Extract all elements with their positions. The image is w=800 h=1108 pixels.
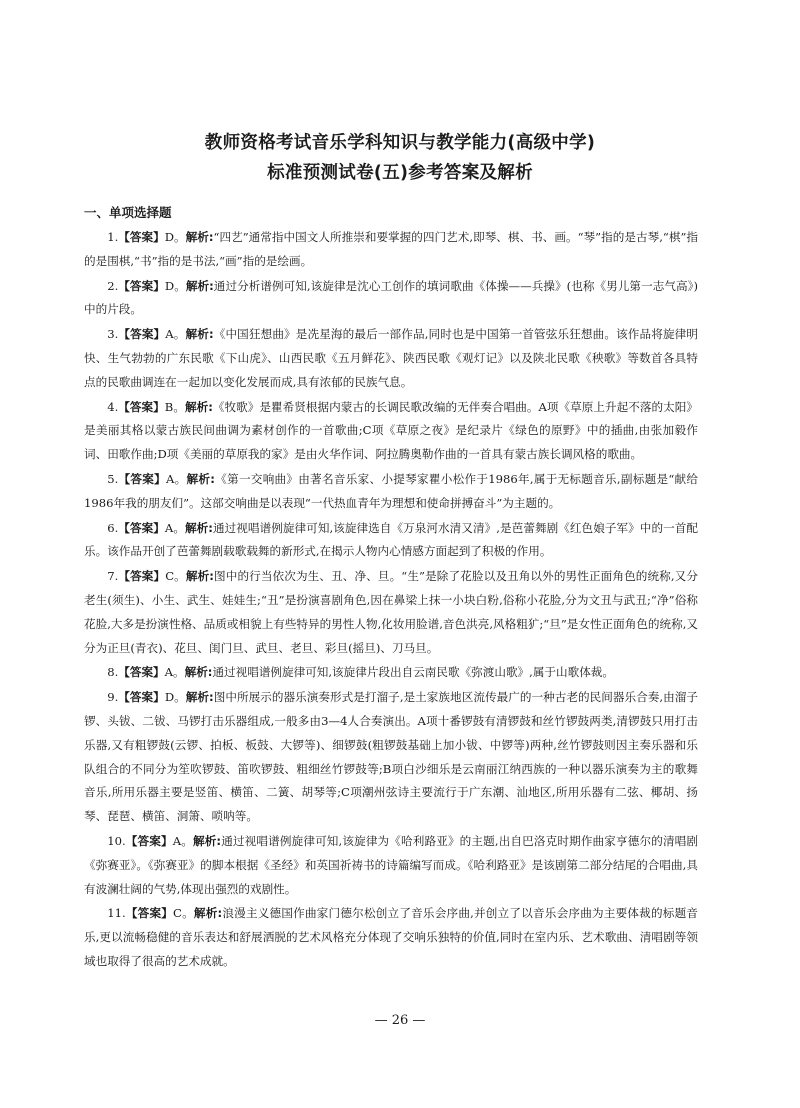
question-number: 5.: [107, 471, 119, 486]
analysis-tag: 解析:: [185, 327, 214, 342]
answer-list: [84, 226, 698, 975]
answer-item: [84, 396, 698, 468]
answer-choice: A。: [164, 520, 185, 535]
analysis-tag: 解析:: [184, 520, 213, 535]
analysis-tag: 解析:: [186, 471, 215, 486]
analysis-tag: 解析:: [192, 833, 222, 848]
document-subtitle: 标准预测试卷(五)参考答案及解析: [267, 163, 533, 183]
answer-item: [84, 686, 698, 830]
page-number: — 26 —: [374, 1013, 426, 1028]
analysis-tag: 解析:: [185, 690, 214, 705]
answer-tag: 【答案】: [118, 690, 165, 705]
answer-item: [84, 830, 698, 902]
question-number: 1.: [107, 230, 119, 244]
analysis-text: 图中所展示的器乐演奏形式是打溜子,是土家族地区流传最广的一种古老的民间器乐合奏,由溜子锣、头钹、二钹、马锣打击乐器组成,一般多由3—4人合奏演出。A项十番锣鼓有清锣鼓和丝竹锣鼓两类,清锣鼓只用打击乐器,又有粗锣鼓(云锣、拍板、板鼓、大锣等)、细锣鼓(粗锣鼓基础上加小钹、中锣等)两种,丝竹锣鼓则因主奏乐器和乐队组合的不同分为笙吹锣鼓、笛吹锣鼓、粗细丝竹锣鼓等;B项白沙细乐是云南丽江纳西族的一种以器乐演奏为主的歌舞音乐,所用乐器主要是竖笛、横笛、二簧、胡琴等;C项潮州弦诗主要流行于广东潮、汕地区,所用乐器有二弦、椰胡、扬琴、琵琶、横笛、洞箫、唢呐等。: [84, 690, 698, 824]
analysis-text: 《中国狂想曲》是冼星海的最后一部作品,同时也是中国第一首管弦乐狂想曲。该作品将旋律明快、生气勃勃的广东民歌《下山虎》、山西民歌《五月鲜花》、陕西民歌《观灯记》以及陕北民歌《秧歌》等数首各具特点的民歌曲调连在一起加以变化发展而成,具有浓郁的民族气息。: [84, 327, 698, 389]
answer-item: [84, 226, 698, 275]
answer-choice: A。: [164, 665, 185, 680]
answer-tag: 【答案】: [118, 327, 166, 342]
analysis-text: 通过视唱谱例旋律可知,该旋律选自《万泉河水清又清》,是芭蕾舞剧《红色娘子军》中的一首配乐。该作品开创了芭蕾舞剧载歌载舞的新形式,在揭示人物内心情感方面起到了积极的作用。: [84, 520, 698, 559]
question-number: 8.: [107, 665, 119, 680]
answer-choice: C。: [165, 569, 186, 584]
analysis-tag: 解析:: [185, 569, 214, 584]
document-title: 教师资格考试音乐学科知识与教学能力(高级中学): [204, 133, 596, 153]
analysis-text: 通过视唱谱例旋律可知,该旋律为《哈利路亚》的主题,出自巴洛克时期作曲家亨德尔的清唱剧《弥赛亚》。《弥赛亚》的脚本根据《圣经》和英国祈祷书的诗篇编写而成。《哈利路亚》是该剧第二部分结尾的合唱曲,具有波澜壮阔的气势,体现出强烈的戏剧性。: [84, 833, 699, 896]
answer-item: [84, 565, 698, 661]
answer-choice: D。: [164, 278, 186, 293]
question-number: 7.: [107, 569, 119, 584]
answer-tag: 【答案】: [125, 833, 173, 848]
content-body: [84, 202, 698, 975]
answer-choice: A。: [172, 833, 193, 848]
analysis-text: 《第一交响曲》由著名音乐家、小提琴家瞿小松作于1986年,属于无标题音乐,副标题是“献给1986年我的朋友们”。这部交响曲是以表现“一代热血青年为理想和使命拼搏奋斗”为主题的。: [84, 471, 699, 510]
analysis-text: 浪漫主义德国作曲家门德尔松创立了音乐会序曲,并创立了以音乐会序曲为主要体裁的标题音乐,更以流畅稳健的音乐表达和舒展洒脱的艺术风格充分体现了交响乐独特的价值,同时在室内乐、艺术歌曲、清唱剧等领域也取得了很高的艺术成就。: [84, 906, 698, 968]
answer-choice: B。: [164, 399, 185, 414]
question-number: 6.: [107, 520, 119, 535]
analysis-tag: 解析:: [193, 906, 223, 921]
answer-item: [84, 275, 698, 324]
answer-choice: C。: [173, 906, 194, 921]
analysis-text: 图中的行当依次为生、丑、净、旦。“生”是除了花脸以及丑角以外的男性正面角色的统称,又分老生(须生)、小生、武生、娃娃生;“丑”是扮演喜剧角色,因在鼻梁上抹一小块白粉,俗称小花脸,分为文丑与武丑;“净”俗称花脸,大多是扮演性格、品质或相貌上有些特异的男性人物,化妆用脸谱,音色洪亮,风格粗犷;“旦”是女性正面角色的统称,又分为正旦(青衣)、花旦、闺门旦、武旦、老旦、彩旦(摇旦)、刀马旦。: [84, 569, 698, 655]
answer-item: [84, 517, 698, 566]
question-number: 2.: [107, 278, 119, 293]
answer-item: [84, 468, 698, 517]
answer-choice: D。: [164, 230, 186, 244]
question-number: 10.: [107, 833, 126, 848]
title-block: [0, 128, 800, 188]
answer-choice: D。: [164, 690, 186, 705]
analysis-text: 通过视唱谱例旋律可知,该旋律片段出自云南民歌《弥渡山歌》,属于山歌体裁。: [212, 665, 614, 680]
analysis-tag: 解析:: [184, 399, 213, 414]
analysis-tag: 解析:: [185, 278, 214, 293]
analysis-tag: 解析:: [185, 230, 214, 244]
answer-choice: A。: [165, 327, 186, 342]
answer-item: [84, 902, 698, 974]
answer-tag: 【答案】: [118, 278, 165, 293]
analysis-tag: 解析:: [184, 665, 213, 680]
answer-tag: 【答案】: [118, 665, 165, 680]
answer-choice: A。: [166, 471, 187, 486]
answer-tag: 【答案】: [118, 399, 165, 414]
answer-tag: 【答案】: [118, 520, 165, 535]
analysis-text: “四艺”通常指中国文人所推崇和要掌握的四门艺术,即琴、棋、书、画。“琴”指的是古琴,“棋”指的是围棋,“书”指的是书法,“画”指的是绘画。: [84, 230, 698, 268]
answer-tag: 【答案】: [118, 230, 165, 244]
question-number: 9.: [107, 690, 119, 705]
analysis-text: 通过分析谱例可知,该旋律是沈心工创作的填词歌曲《体操——兵操》(也称《男儿第一志气高》)中的片段。: [84, 278, 698, 317]
question-number: 3.: [107, 327, 119, 342]
analysis-text: 《牧歌》是瞿希贤根据内蒙古的长调民歌改编的无伴奏合唱曲。A项《草原上升起不落的太阳》是美丽其格以蒙古族民间曲调为素材创作的一首歌曲;C项《草原之夜》是纪录片《绿色的原野》中的插曲,由张加毅作词、田歌作曲;D项《美丽的草原我的家》是由火华作词、阿拉腾奥勒作曲的一首具有蒙古族长调风格的歌曲。: [84, 399, 698, 462]
answer-tag: 【答案】: [118, 569, 166, 584]
question-number: 11.: [107, 906, 126, 921]
answer-item: [84, 661, 698, 686]
question-number: 4.: [107, 399, 119, 414]
answer-tag: 【答案】: [125, 906, 174, 921]
section-heading: 一、单项选择题: [84, 205, 172, 220]
answer-tag: 【答案】: [118, 471, 167, 486]
answer-item: [84, 323, 698, 395]
